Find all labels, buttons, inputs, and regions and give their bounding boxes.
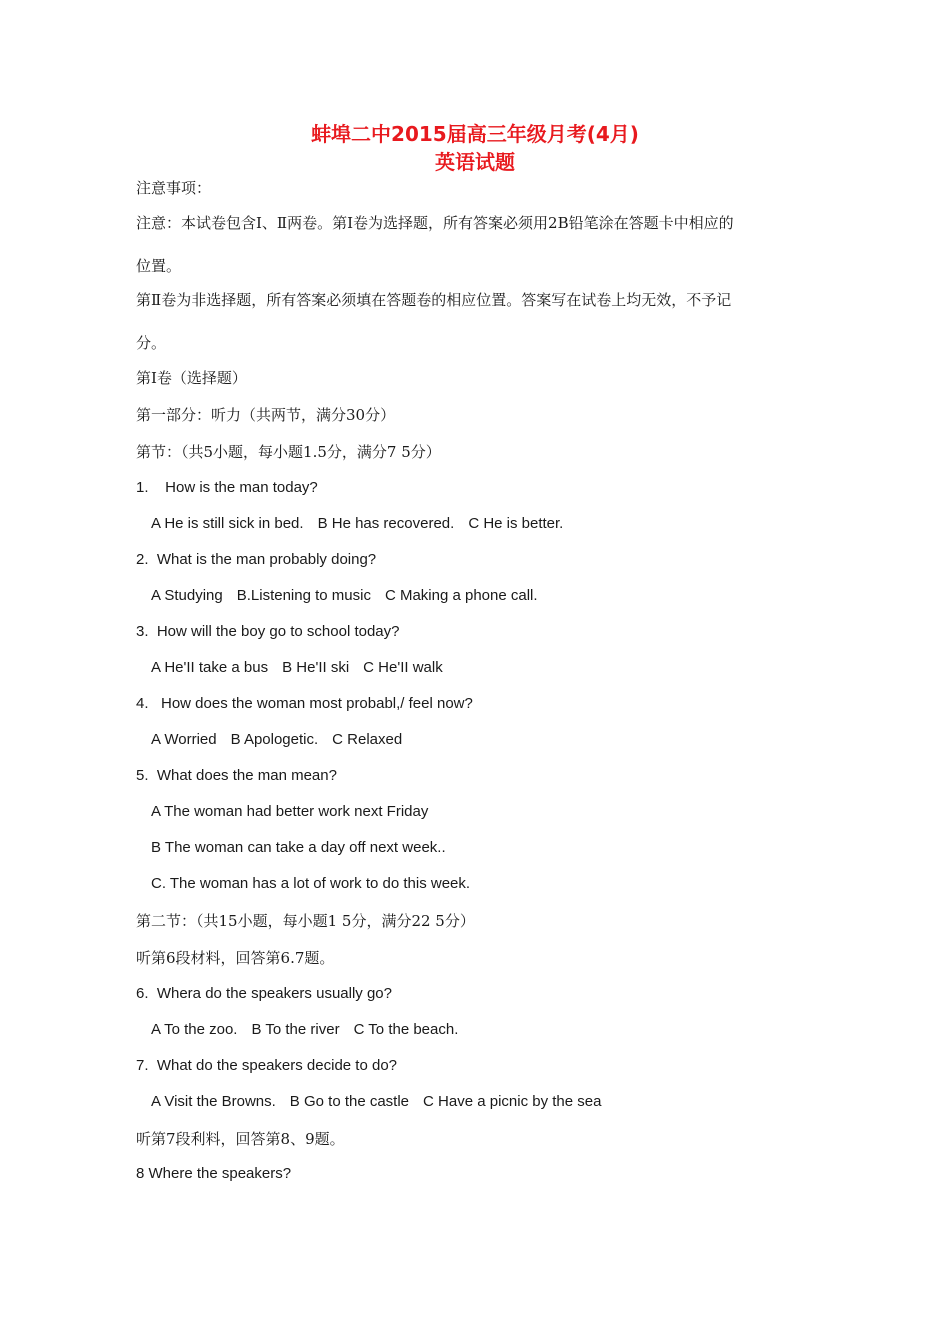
- listening-instruction: 听第6段材料，回答第6.7题。: [136, 949, 335, 967]
- option: C Relaxed: [332, 731, 403, 748]
- notice-paragraph-2: 第Ⅱ卷为非选择题，所有答案必须填在答题卷的相应位置。答案写在试卷上均无效，不予记: [136, 291, 732, 309]
- question-options: [151, 515, 563, 532]
- option: C Making a phone call.: [384, 587, 538, 604]
- option: C To the beach.: [353, 1021, 459, 1038]
- option: B He'II ski: [282, 659, 350, 676]
- section-one-heading: 第节：（共5小题，每小题1.5分，满分7 5分）: [136, 443, 441, 461]
- listening-instruction: 听第7段利料，回答第8、9题。: [136, 1130, 345, 1148]
- option: C He'II walk: [363, 659, 443, 676]
- option: A The woman had better work next Friday: [151, 803, 429, 820]
- option: A Visit the Browns.: [151, 1093, 276, 1110]
- option: B Go to the castle: [289, 1093, 410, 1110]
- notice-paragraph-2-cont: 分。: [136, 334, 167, 352]
- exam-subtitle: 英语试题: [435, 150, 515, 174]
- option: B The woman can take a day off next week..: [151, 839, 446, 856]
- option: B To the river: [251, 1021, 340, 1038]
- part-one-heading: 第一部分：听力（共两节，满分30分）: [136, 406, 396, 424]
- question-stem: 8 Where the speakers?: [136, 1165, 292, 1182]
- option: A Worried: [151, 731, 217, 748]
- option: A To the zoo.: [151, 1021, 238, 1038]
- option: B.Listening to music: [236, 587, 371, 604]
- volume-heading: 第Ⅰ卷（选择题）: [136, 369, 247, 387]
- option: B Apologetic.: [230, 731, 319, 748]
- question-options: [151, 1021, 458, 1038]
- question-options: [151, 731, 402, 748]
- exam-title: 蚌埠二中2015届高三年级月考(4月): [311, 122, 639, 146]
- question-stem: 2. What is the man probably doing?: [136, 551, 377, 568]
- question-options: [151, 1093, 601, 1110]
- question-stem: 7. What do the speakers decide to do?: [136, 1057, 397, 1074]
- notice-paragraph-1: 注意：本试卷包含Ⅰ、Ⅱ两卷。第Ⅰ卷为选择题，所有答案必须用2B铅笔涂在答题卡中相应的: [136, 214, 734, 232]
- option: C. The woman has a lot of work to do this week.: [151, 875, 471, 892]
- question-stem: 4. How does the woman most probabl,/ feel now?: [136, 695, 473, 712]
- question-stem: 3. How will the boy go to school today?: [136, 623, 400, 640]
- question-stem: 5. What does the man mean?: [136, 767, 337, 784]
- question-stem: 1. How is the man today?: [136, 479, 318, 496]
- section-two-heading: 第二节：（共15小题，每小题1 5分，满分22 5分）: [136, 912, 475, 930]
- option: A He'II take a bus: [151, 659, 269, 676]
- option: C Have a picnic by the sea: [423, 1093, 602, 1110]
- notice-paragraph-1-cont: 位置。: [136, 257, 182, 275]
- option: C He is better.: [468, 515, 564, 532]
- notice-heading: 注意事项：: [136, 179, 212, 197]
- option: B He has recovered.: [317, 515, 455, 532]
- question-options: [151, 587, 538, 604]
- question-stem: 6. Whera do the speakers usually go?: [136, 985, 392, 1002]
- option: A He is still sick in bed.: [151, 515, 304, 532]
- option: A Studying: [151, 587, 223, 604]
- question-options: [151, 659, 443, 676]
